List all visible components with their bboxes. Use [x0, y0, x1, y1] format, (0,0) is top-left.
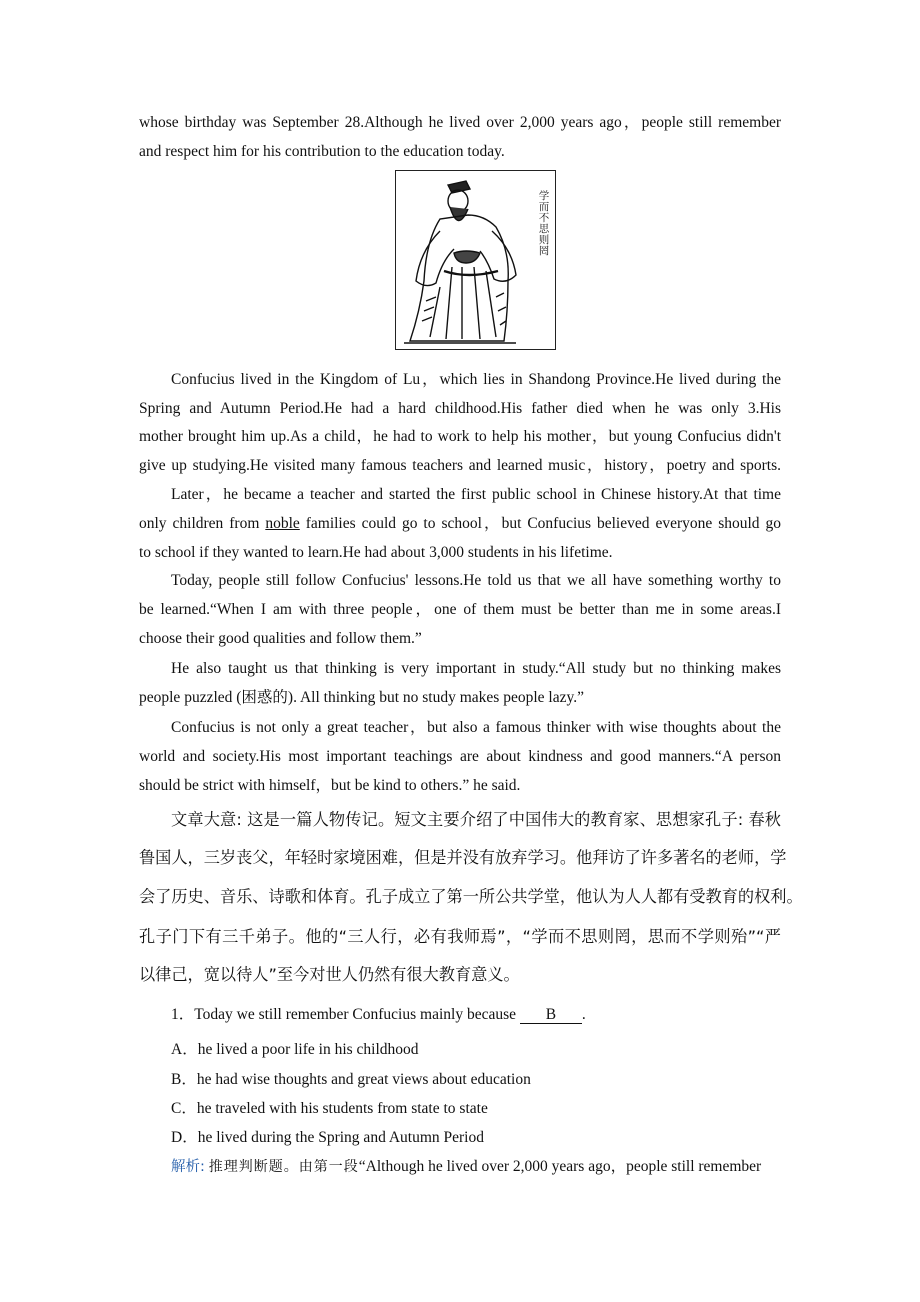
intro-line-2: and respect him for his contribution to the education today.: [139, 143, 505, 160]
option-a: A．he lived a poor life in his childhood: [171, 1041, 419, 1058]
p2-line-2: [139, 514, 781, 534]
p1-line-1: Confucius lived in the Kingdom of Lu，which lies in Shandong Province.He lived during the: [171, 371, 781, 388]
analysis-label: 解析:: [171, 1159, 205, 1175]
p5-line-3: should be strict with himself，but be kind to others.” he said.: [139, 777, 521, 794]
p1-line-2: Spring and Autumn Period.He had a hard childhood.His father died when he was only 3.His: [139, 400, 781, 417]
analysis-text-cn: 推理判断题。由第一段: [208, 1159, 359, 1175]
question-stem: [171, 1005, 781, 1025]
p3-line-1: Today, people still follow Confucius' lessons.He told us that we all have something worthy to: [171, 572, 781, 589]
p2-line-2-before: only children from: [139, 515, 260, 532]
option-c: C．he traveled with his students from state to state: [171, 1100, 488, 1117]
question-stem-text: 1．Today we still remember Confucius mainly because: [171, 1006, 516, 1023]
p1-line-4: give up studying.He visited many famous teachers and learned music，history，poetry and sports.: [139, 457, 781, 474]
p2-line-2-after: families could go to school，but Confucius believed everyone should go: [305, 515, 781, 532]
p5-line-1: Confucius is not only a great teacher，but also a famous thinker with wise thoughts about the: [171, 719, 781, 736]
noble-underlined-word: noble: [265, 515, 300, 532]
summary-line-2: 鲁国人，三岁丧父，年轻时家境困难，但是并没有放弃学习。他拜访了许多著名的老师，学: [139, 848, 787, 867]
option-d: D．he lived during the Spring and Autumn Period: [171, 1129, 484, 1146]
analysis-line: [171, 1157, 781, 1177]
p4-line-2: people puzzled (困惑的). All thinking but no study makes people lazy.”: [139, 689, 584, 706]
confucius-figure: [395, 170, 556, 350]
summary-line-5: 以律己，宽以待人”至今对世人仍然有很大教育意义。: [139, 965, 520, 984]
figure-caption: 学而不思则罔: [538, 190, 550, 257]
option-b: B．he had wise thoughts and great views about education: [171, 1071, 531, 1088]
summary-line-4: 孔子门下有三千弟子。他的“三人行，必有我师焉”，“学而不思则罔，思而不学则殆”“严: [139, 927, 781, 946]
p1-line-3: mother brought him up.As a child，he had to work to help his mother，but young Confucius didn't: [139, 428, 781, 445]
question-end: .: [581, 1006, 586, 1023]
p2-line-1: Later，he became a teacher and started the first public school in Chinese history.At that time: [171, 486, 781, 503]
p5-line-2: world and society.His most important teachings are about kindness and good manners.“A person: [139, 748, 781, 765]
summary-line-1: 文章大意: 这是一篇人物传记。短文主要介绍了中国伟大的教育家、思想家孔子: 春秋: [171, 810, 781, 829]
p3-line-2: be learned.“When I am with three people，one of them must be better than me in some areas.I: [139, 601, 781, 618]
p3-line-3: choose their good qualities and follow them.”: [139, 630, 422, 647]
confucius-portrait-icon: [396, 171, 555, 349]
intro-line-1: whose birthday was September 28.Although he lived over 2,000 years ago，people still remember: [139, 114, 781, 131]
p2-line-3: to school if they wanted to learn.He had about 3,000 students in his lifetime.: [139, 544, 613, 561]
answer-blank: B: [520, 1006, 582, 1024]
p4-line-1: He also taught us that thinking is very important in study.“All study but no thinking makes: [171, 660, 781, 677]
summary-line-3: 会了历史、音乐、诗歌和体育。孔子成立了第一所公共学堂，他认为人人都有受教育的权利。: [139, 887, 803, 906]
analysis-text-en: “Although he lived over 2,000 years ago，people still remember: [358, 1158, 762, 1175]
